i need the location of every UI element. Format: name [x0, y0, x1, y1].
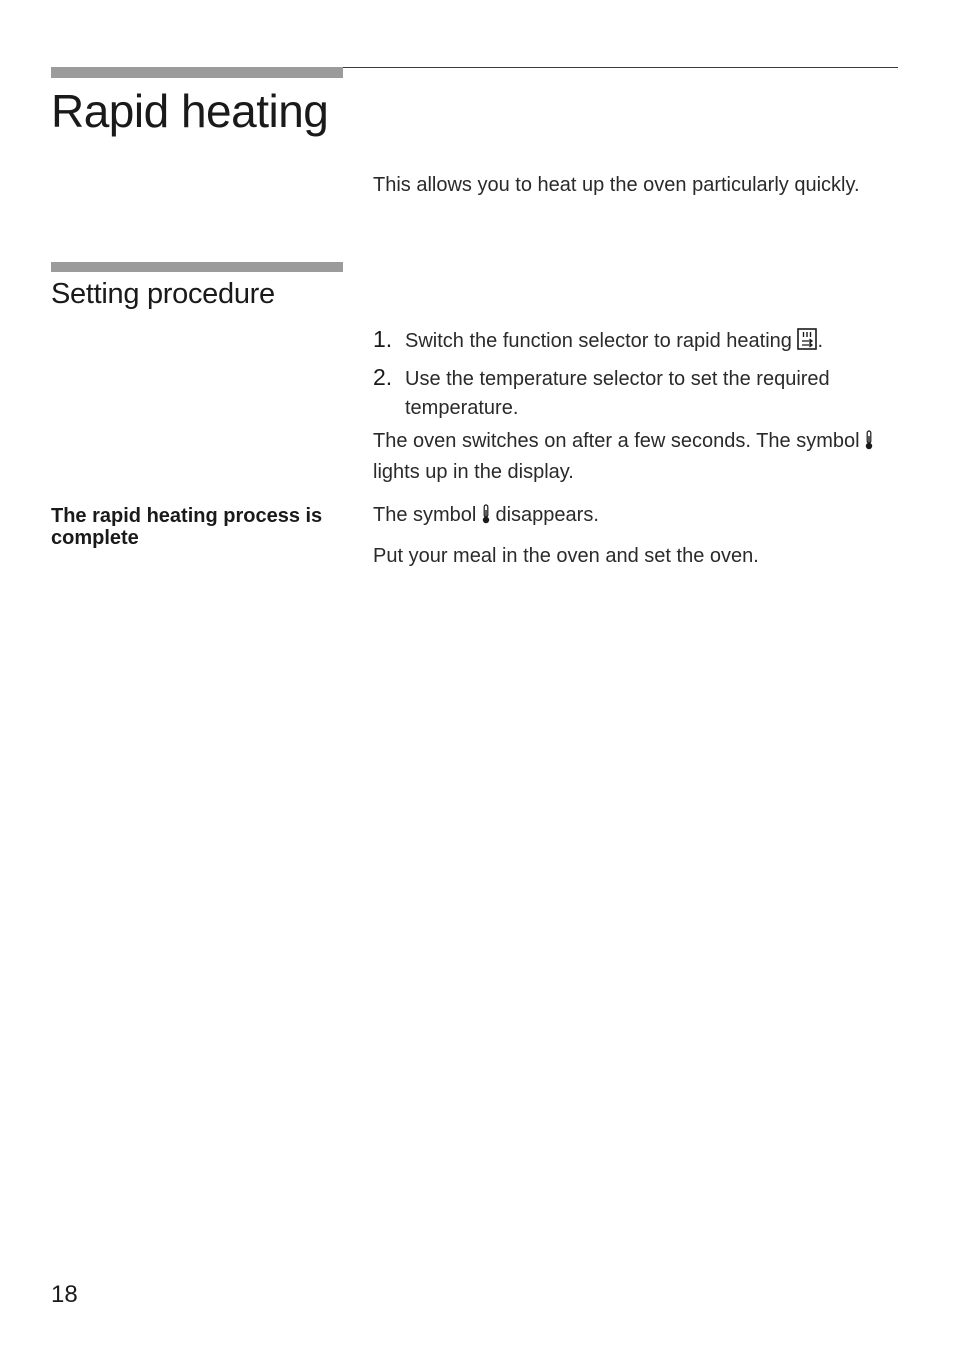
page-number: 18 — [51, 1281, 78, 1308]
thermometer-icon — [482, 504, 490, 532]
step-text — [405, 327, 888, 359]
title-rule — [343, 67, 898, 68]
title-accent-bar — [51, 67, 343, 78]
rapid-heating-icon — [797, 328, 817, 359]
completion-label: The rapid heating process is complete — [51, 505, 323, 549]
result-text — [373, 427, 883, 486]
step-number: 1. — [373, 326, 393, 352]
step-text-part: . — [817, 330, 824, 352]
thermometer-icon — [865, 430, 873, 458]
completion-text-part: disappears. — [489, 504, 599, 526]
section-heading: Setting procedure — [51, 278, 275, 310]
step-1 — [373, 327, 888, 359]
result-text-part: The oven switches on after a few seconds. The symbol — [373, 430, 866, 452]
result-text-part: lights up in the display. — [373, 461, 574, 483]
step-2 — [373, 365, 888, 423]
completion-line-1 — [373, 501, 883, 532]
step-number: 2. — [373, 364, 393, 390]
completion-text-part: The symbol — [373, 504, 482, 526]
section-accent-bar — [51, 262, 343, 272]
step-text-part: Switch the function selector to rapid heating — [405, 330, 798, 352]
intro-text: This allows you to heat up the oven particularly quickly. — [373, 174, 860, 196]
page-title: Rapid heating — [51, 85, 329, 137]
step-text: Use the temperature selector to set the required temperature. — [405, 368, 830, 419]
completion-line-2: Put your meal in the oven and set the oven. — [373, 545, 759, 567]
